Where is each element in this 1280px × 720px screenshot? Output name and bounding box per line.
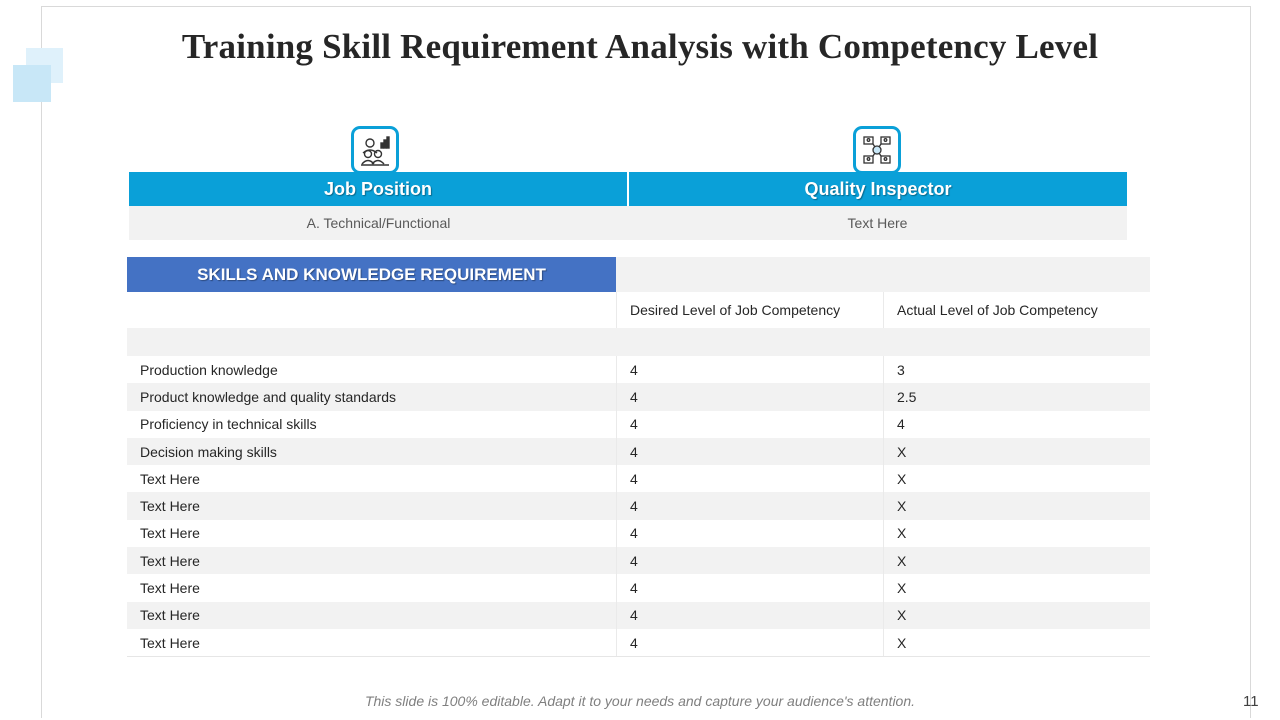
actual-level-cell: X — [883, 520, 1150, 547]
desired-level-cell: 4 — [616, 547, 883, 574]
team-analytics-icon — [351, 126, 399, 174]
skill-cell: Text Here — [140, 552, 200, 569]
table-row — [127, 356, 1150, 383]
desired-level-cell: 4 — [616, 520, 883, 547]
table-row — [127, 383, 1150, 410]
table-row — [127, 520, 1150, 547]
table-row — [127, 411, 1150, 438]
table-row — [127, 629, 1150, 657]
table-row — [127, 465, 1150, 492]
decorative-square — [13, 65, 51, 102]
skill-cell: Text Here — [140, 580, 200, 597]
desired-level-cell: 4 — [616, 574, 883, 601]
desired-level-cell: 4 — [616, 438, 883, 465]
table-row — [127, 492, 1150, 519]
job-position-table — [129, 172, 1127, 240]
actual-level-cell: 3 — [883, 356, 1150, 383]
actual-level-cell: X — [883, 574, 1150, 601]
actual-level-cell: X — [883, 465, 1150, 492]
skill-cell: Production knowledge — [140, 361, 278, 378]
skills-table — [127, 257, 1150, 657]
quality-inspector-header: Quality Inspector — [627, 172, 1127, 206]
desired-level-cell: 4 — [616, 411, 883, 438]
job-category-value-cell: Text Here — [847, 215, 908, 231]
desired-level-column-header: Desired Level of Job Competency — [616, 292, 883, 328]
actual-level-cell: 2.5 — [883, 383, 1150, 410]
skill-cell: Text Here — [140, 607, 200, 624]
desired-level-cell: 4 — [616, 602, 883, 629]
actual-level-column-header: Actual Level of Job Competency — [883, 292, 1150, 328]
skills-header: SKILLS AND KNOWLEDGE REQUIREMENT — [127, 257, 616, 292]
skill-cell: Decision making skills — [140, 443, 277, 460]
desired-level-cell: 4 — [616, 492, 883, 519]
table-row — [127, 547, 1150, 574]
actual-level-cell: X — [883, 492, 1150, 519]
skill-cell: Text Here — [140, 470, 200, 487]
skill-cell: Text Here — [140, 525, 200, 542]
table-row — [127, 438, 1150, 465]
job-position-header: Job Position — [324, 178, 432, 199]
skill-cell: Product knowledge and quality standards — [140, 388, 397, 405]
skill-cell: Proficiency in technical skills — [140, 416, 317, 433]
actual-level-cell: 4 — [883, 411, 1150, 438]
desired-level-cell: 4 — [616, 356, 883, 383]
column-header-blank — [127, 292, 616, 328]
actual-level-cell: X — [883, 629, 1150, 656]
table-row — [127, 574, 1150, 601]
page-number: 11 — [1243, 693, 1259, 710]
skill-cell: Text Here — [140, 634, 200, 651]
actual-level-cell: X — [883, 602, 1150, 629]
blank-separator-row — [127, 328, 1150, 356]
actual-level-cell: X — [883, 547, 1150, 574]
network-people-icon — [853, 126, 901, 174]
job-category-cell: A. Technical/Functional — [306, 215, 451, 231]
desired-level-cell: 4 — [616, 465, 883, 492]
actual-level-cell: X — [883, 438, 1150, 465]
desired-level-cell: 4 — [616, 383, 883, 410]
desired-level-cell: 4 — [616, 629, 883, 656]
skill-cell: Text Here — [140, 498, 200, 515]
slide-title: Training Skill Requirement Analysis with Competency Level — [181, 27, 1099, 66]
skills-header-blank — [616, 257, 1150, 292]
table-row — [127, 602, 1150, 629]
footer-note: This slide is 100% editable. Adapt it to your needs and capture your audience's attention. — [364, 693, 916, 709]
